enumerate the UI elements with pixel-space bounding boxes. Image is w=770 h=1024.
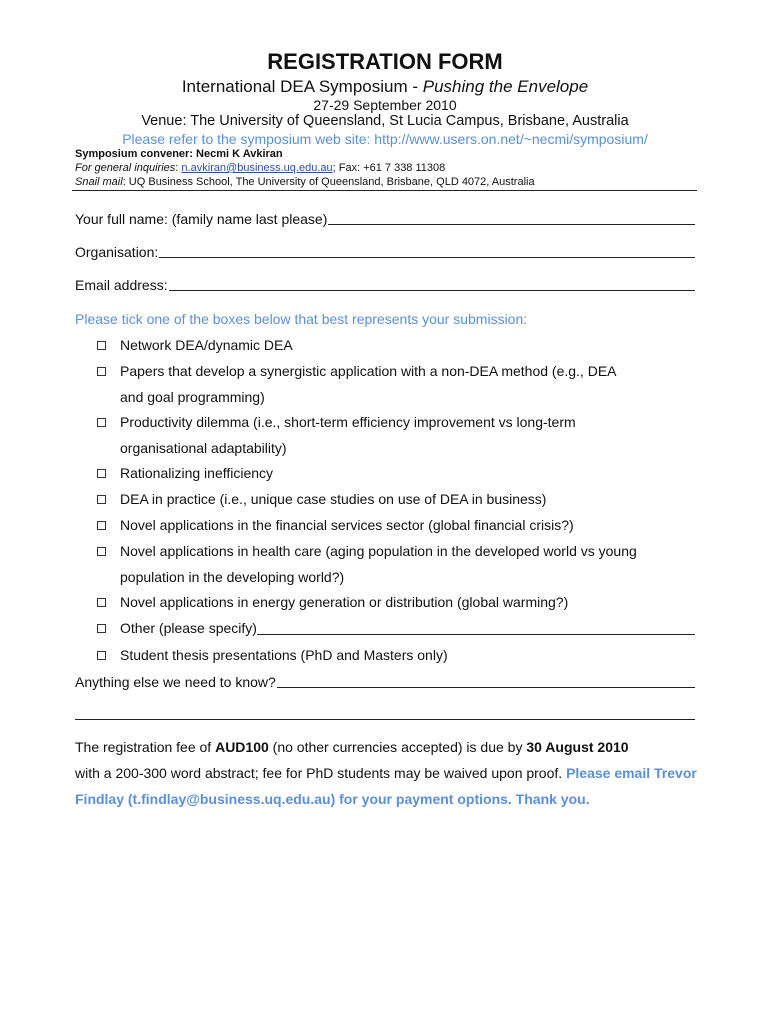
inquiries-line bbox=[75, 162, 445, 174]
option-label: Novel applications in energy generation or distribution (global warming?) bbox=[120, 594, 569, 610]
option-label-continued: organisational adaptability) bbox=[120, 440, 287, 456]
checkbox[interactable] bbox=[97, 598, 106, 607]
option-label: Papers that develop a synergistic application with a non-DEA method (e.g., DEA bbox=[120, 363, 617, 379]
option-label: Student thesis presentations (PhD and Masters only) bbox=[120, 647, 448, 663]
option-synergistic[interactable] bbox=[95, 358, 695, 410]
anything-else-line[interactable] bbox=[277, 673, 695, 688]
checkbox[interactable] bbox=[97, 521, 106, 530]
checkbox[interactable] bbox=[97, 341, 106, 350]
payment-contact: Please email Trevor Findlay (t.findlay@business.uq.edu.au) for your payment options. Thank you. bbox=[75, 765, 697, 807]
option-label: Productivity dilemma (i.e., short-term efficiency improvement vs long-term bbox=[120, 414, 576, 430]
inquiries-email-link[interactable]: n.avkiran@business.uq.edu.au bbox=[181, 162, 333, 174]
option-label: Novel applications in health care (aging population in the developed world vs young bbox=[120, 543, 637, 559]
anything-else-extra-line[interactable] bbox=[75, 719, 695, 720]
checkbox[interactable] bbox=[97, 495, 106, 504]
checkbox[interactable] bbox=[97, 469, 106, 478]
submission-prompt: Please tick one of the boxes below that best represents your submission: bbox=[75, 311, 528, 327]
anything-else-field[interactable] bbox=[75, 673, 695, 690]
option-health-care[interactable] bbox=[95, 538, 695, 590]
event-venue: Venue: The University of Queensland, St Lucia Campus, Brisbane, Australia bbox=[141, 113, 629, 129]
name-field-line[interactable] bbox=[328, 210, 695, 225]
checkbox[interactable] bbox=[97, 651, 106, 660]
organisation-field[interactable] bbox=[75, 243, 695, 260]
email-field-label: Email address: bbox=[75, 277, 168, 293]
option-label: DEA in practice (i.e., unique case studies on use of DEA in business) bbox=[120, 491, 547, 507]
anything-else-label: Anything else we need to know? bbox=[75, 674, 276, 690]
website-notice: Please refer to the symposium web site: http://www.users.on.net/~necmi/symposium/ bbox=[122, 131, 648, 147]
fee-text-3: with a 200-300 word abstract; fee for PhD students may be waived upon proof. bbox=[75, 765, 567, 781]
option-label: Network DEA/dynamic DEA bbox=[120, 337, 293, 353]
option-network-dea[interactable] bbox=[95, 332, 695, 358]
convener: Symposium convener: Necmi K Avkiran bbox=[75, 148, 283, 160]
mail-label: Snail mail bbox=[75, 176, 123, 188]
fee-paragraph bbox=[75, 734, 700, 812]
option-energy[interactable] bbox=[95, 589, 695, 615]
option-rationalizing[interactable] bbox=[95, 460, 695, 486]
fee-text-1: The registration fee of bbox=[75, 739, 216, 755]
option-productivity[interactable] bbox=[95, 409, 695, 461]
event-name bbox=[0, 77, 770, 97]
fee-text-2: (no other currencies accepted) is due by bbox=[268, 739, 527, 755]
page-title: REGISTRATION FORM bbox=[267, 49, 503, 74]
fax: ; Fax: +61 7 338 11308 bbox=[332, 162, 446, 174]
option-other[interactable] bbox=[95, 615, 695, 641]
inquiries-sep: : bbox=[175, 162, 182, 174]
option-financial[interactable] bbox=[95, 512, 695, 538]
fee-amount: AUD100 bbox=[215, 739, 269, 755]
name-field[interactable] bbox=[75, 210, 695, 227]
header-divider bbox=[72, 190, 697, 191]
email-field-line[interactable] bbox=[169, 276, 695, 291]
event-name-italic: Pushing the Envelope bbox=[422, 77, 589, 96]
option-label: Rationalizing inefficiency bbox=[120, 465, 274, 481]
checkbox[interactable] bbox=[97, 547, 106, 556]
option-label: Novel applications in the financial services sector (global financial crisis?) bbox=[120, 517, 574, 533]
mail-line bbox=[75, 176, 535, 188]
checkbox[interactable] bbox=[97, 367, 106, 376]
email-field[interactable] bbox=[75, 276, 695, 293]
inquiries-label: For general inquiries bbox=[75, 162, 176, 174]
checkbox[interactable] bbox=[97, 624, 106, 633]
event-name-plain: International DEA Symposium - bbox=[181, 77, 423, 96]
mail-address: : UQ Business School, The University of Queensland, Brisbane, QLD 4072, Australia bbox=[122, 176, 535, 188]
fee-due-date: 30 August 2010 bbox=[526, 739, 629, 755]
option-dea-in-practice[interactable] bbox=[95, 486, 695, 512]
other-specify-line[interactable] bbox=[257, 620, 695, 635]
checkbox[interactable] bbox=[97, 418, 106, 427]
organisation-field-line[interactable] bbox=[159, 243, 695, 258]
name-field-label: Your full name: (family name last please) bbox=[75, 211, 328, 227]
option-label: Other (please specify) bbox=[120, 620, 257, 636]
event-dates: 27-29 September 2010 bbox=[313, 97, 457, 113]
option-label-continued: population in the developing world?) bbox=[120, 569, 345, 585]
organisation-field-label: Organisation: bbox=[75, 244, 159, 260]
option-label-continued: and goal programming) bbox=[120, 389, 265, 405]
option-student-thesis[interactable] bbox=[95, 642, 695, 668]
